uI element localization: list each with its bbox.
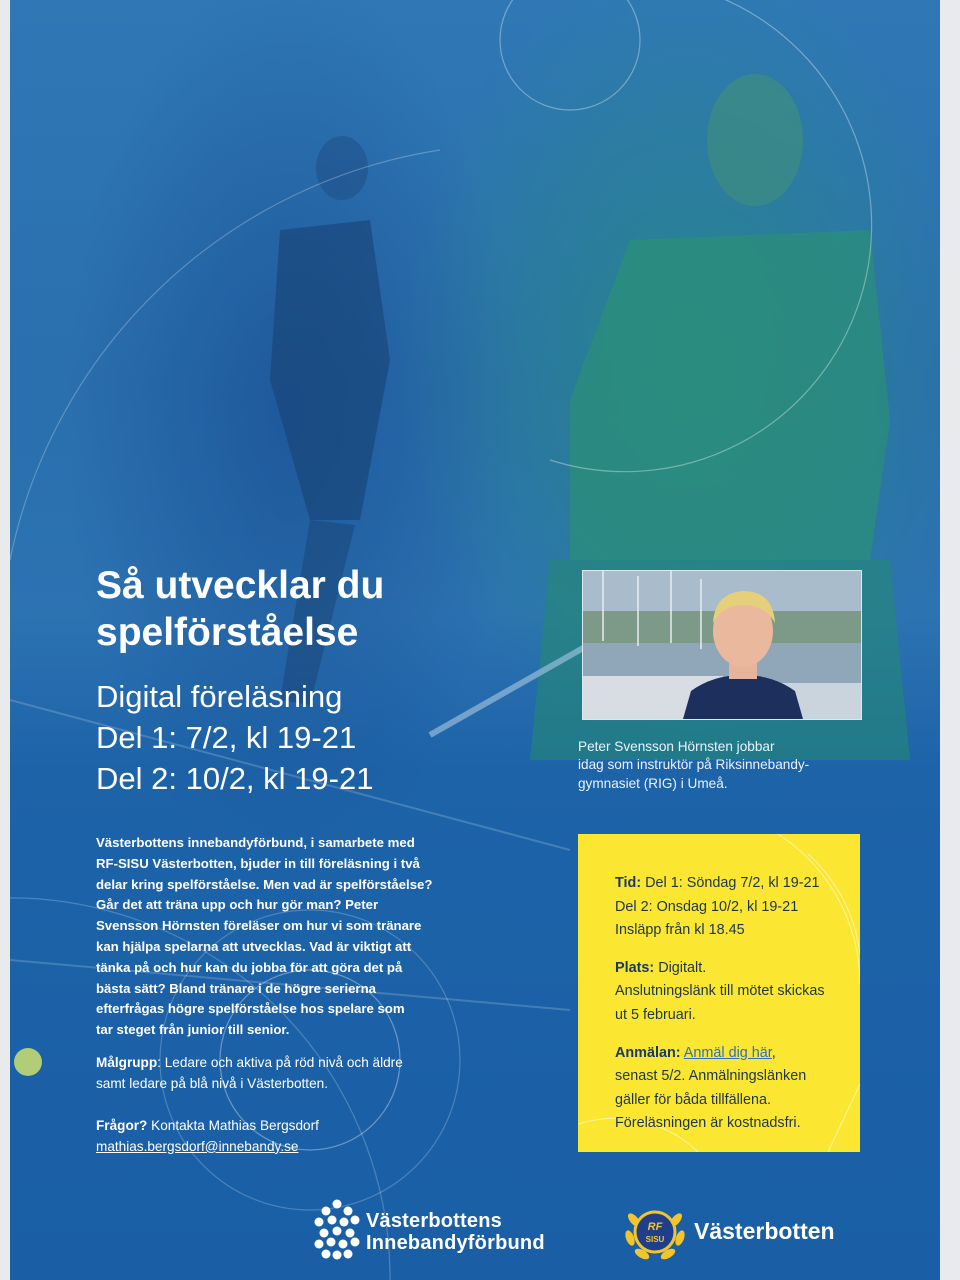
rf-name: Västerbotten: [694, 1218, 835, 1244]
intro-line: tänka på och hur kan du jobba för att göra det på: [96, 959, 403, 975]
speaker-caption: [578, 738, 868, 793]
info-place-1: Digitalt.: [654, 959, 707, 976]
event-subtitle: [96, 676, 373, 799]
info-place-2: Anslutningslänk till mötet skickas: [615, 983, 825, 1000]
info-registration-comma: ,: [771, 1044, 776, 1061]
caption-line: gymnasiet (RIG) i Umeå.: [578, 775, 728, 791]
rf-badge-rf: RF: [647, 1221, 663, 1233]
intro-paragraph: [96, 833, 496, 1041]
intro-line: Går det att träna upp och hur gör man? Peter: [96, 897, 379, 913]
info-registration-label: Anmälan:: [615, 1044, 681, 1061]
register-link[interactable]: Anmäl dig här: [683, 1044, 772, 1061]
rf-sisu-badge-icon: [622, 1198, 688, 1264]
target-group: [96, 1053, 496, 1095]
target-text-2: samt ledare på blå nivå i Västerbotten.: [96, 1075, 328, 1091]
vif-name-line-2: Innebandyförbund: [366, 1232, 545, 1254]
subtitle-part-2: Del 2: 10/2, kl 19-21: [96, 761, 374, 796]
target-text-1: : Ledare och aktiva på röd nivå och äldre: [157, 1055, 403, 1070]
intro-line: Svensson Hörnsten föreläser om hur vi som tränare: [96, 918, 422, 934]
subtitle-part-1: Del 1: 7/2, kl 19-21: [96, 720, 357, 755]
headline-line-2: spelförståelse: [96, 611, 359, 654]
caption-line: idag som instruktör på Riksinnebandy-: [578, 757, 810, 773]
info-box: [578, 834, 860, 1152]
rf-badge-sisu: SISU: [645, 1235, 665, 1244]
intro-line: Västerbottens innebandyförbund, i samarbete med: [96, 835, 415, 850]
questions-contact: [96, 1116, 496, 1158]
info-place-3: ut 5 februari.: [615, 1006, 696, 1023]
info-place-label: Plats:: [615, 959, 655, 976]
rf-sisu-vasterbotten-logo: [618, 1196, 918, 1266]
info-time-label: Tid:: [615, 875, 642, 891]
info-time-3: Insläpp från kl 18.45: [615, 922, 745, 939]
ball-icon: [14, 1048, 42, 1076]
questions-label: Frågor?: [96, 1118, 148, 1133]
questions-text: Kontakta Mathias Bergsdorf: [147, 1118, 319, 1133]
vasterbottens-innebandyforbund-logo: [314, 1196, 594, 1266]
intro-line: tar steget från junior till senior.: [96, 1022, 290, 1038]
poster: [10, 0, 940, 1280]
headline-line-1: Så utvecklar du: [96, 564, 385, 607]
contact-email-link[interactable]: mathias.bergsdorf@innebandy.se: [96, 1138, 299, 1154]
info-registration-2: senast 5/2. Anmälningslänken: [615, 1068, 807, 1085]
intro-line: kan hjälpa spelarna att utvecklas. Vad är viktigt att: [96, 938, 412, 954]
intro-line: efterfrågas högre spelförståelse hos spelare som: [96, 1001, 405, 1017]
info-time-2: Del 2: Onsdag 10/2, kl 19-21: [615, 898, 799, 915]
info-registration-3: gäller för båda tillfällena.: [615, 1091, 771, 1108]
target-label: Målgrupp: [96, 1055, 158, 1070]
subtitle-format: Digital föreläsning: [96, 679, 343, 714]
caption-line: Peter Svensson Hörnsten jobbar: [578, 739, 775, 754]
intro-line: bästa sätt? Bland tränare i de högre serierna: [96, 980, 376, 996]
vif-name-line-1: Västerbottens: [366, 1210, 502, 1232]
speaker-photo: [582, 570, 862, 720]
info-time-1: Del 1: Söndag 7/2, kl 19-21: [641, 875, 820, 891]
speaker-photo-image: [583, 571, 861, 719]
info-registration-4: Föreläsningen är kostnadsfri.: [615, 1115, 801, 1132]
intro-line: RF-SISU Västerbotten, bjuder in till föreläsning i två: [96, 855, 420, 871]
dots-logo-icon: [314, 1198, 360, 1262]
headline: [96, 562, 516, 656]
intro-line: delar kring spelförståelse. Men vad är spelförståelse?: [96, 876, 433, 892]
